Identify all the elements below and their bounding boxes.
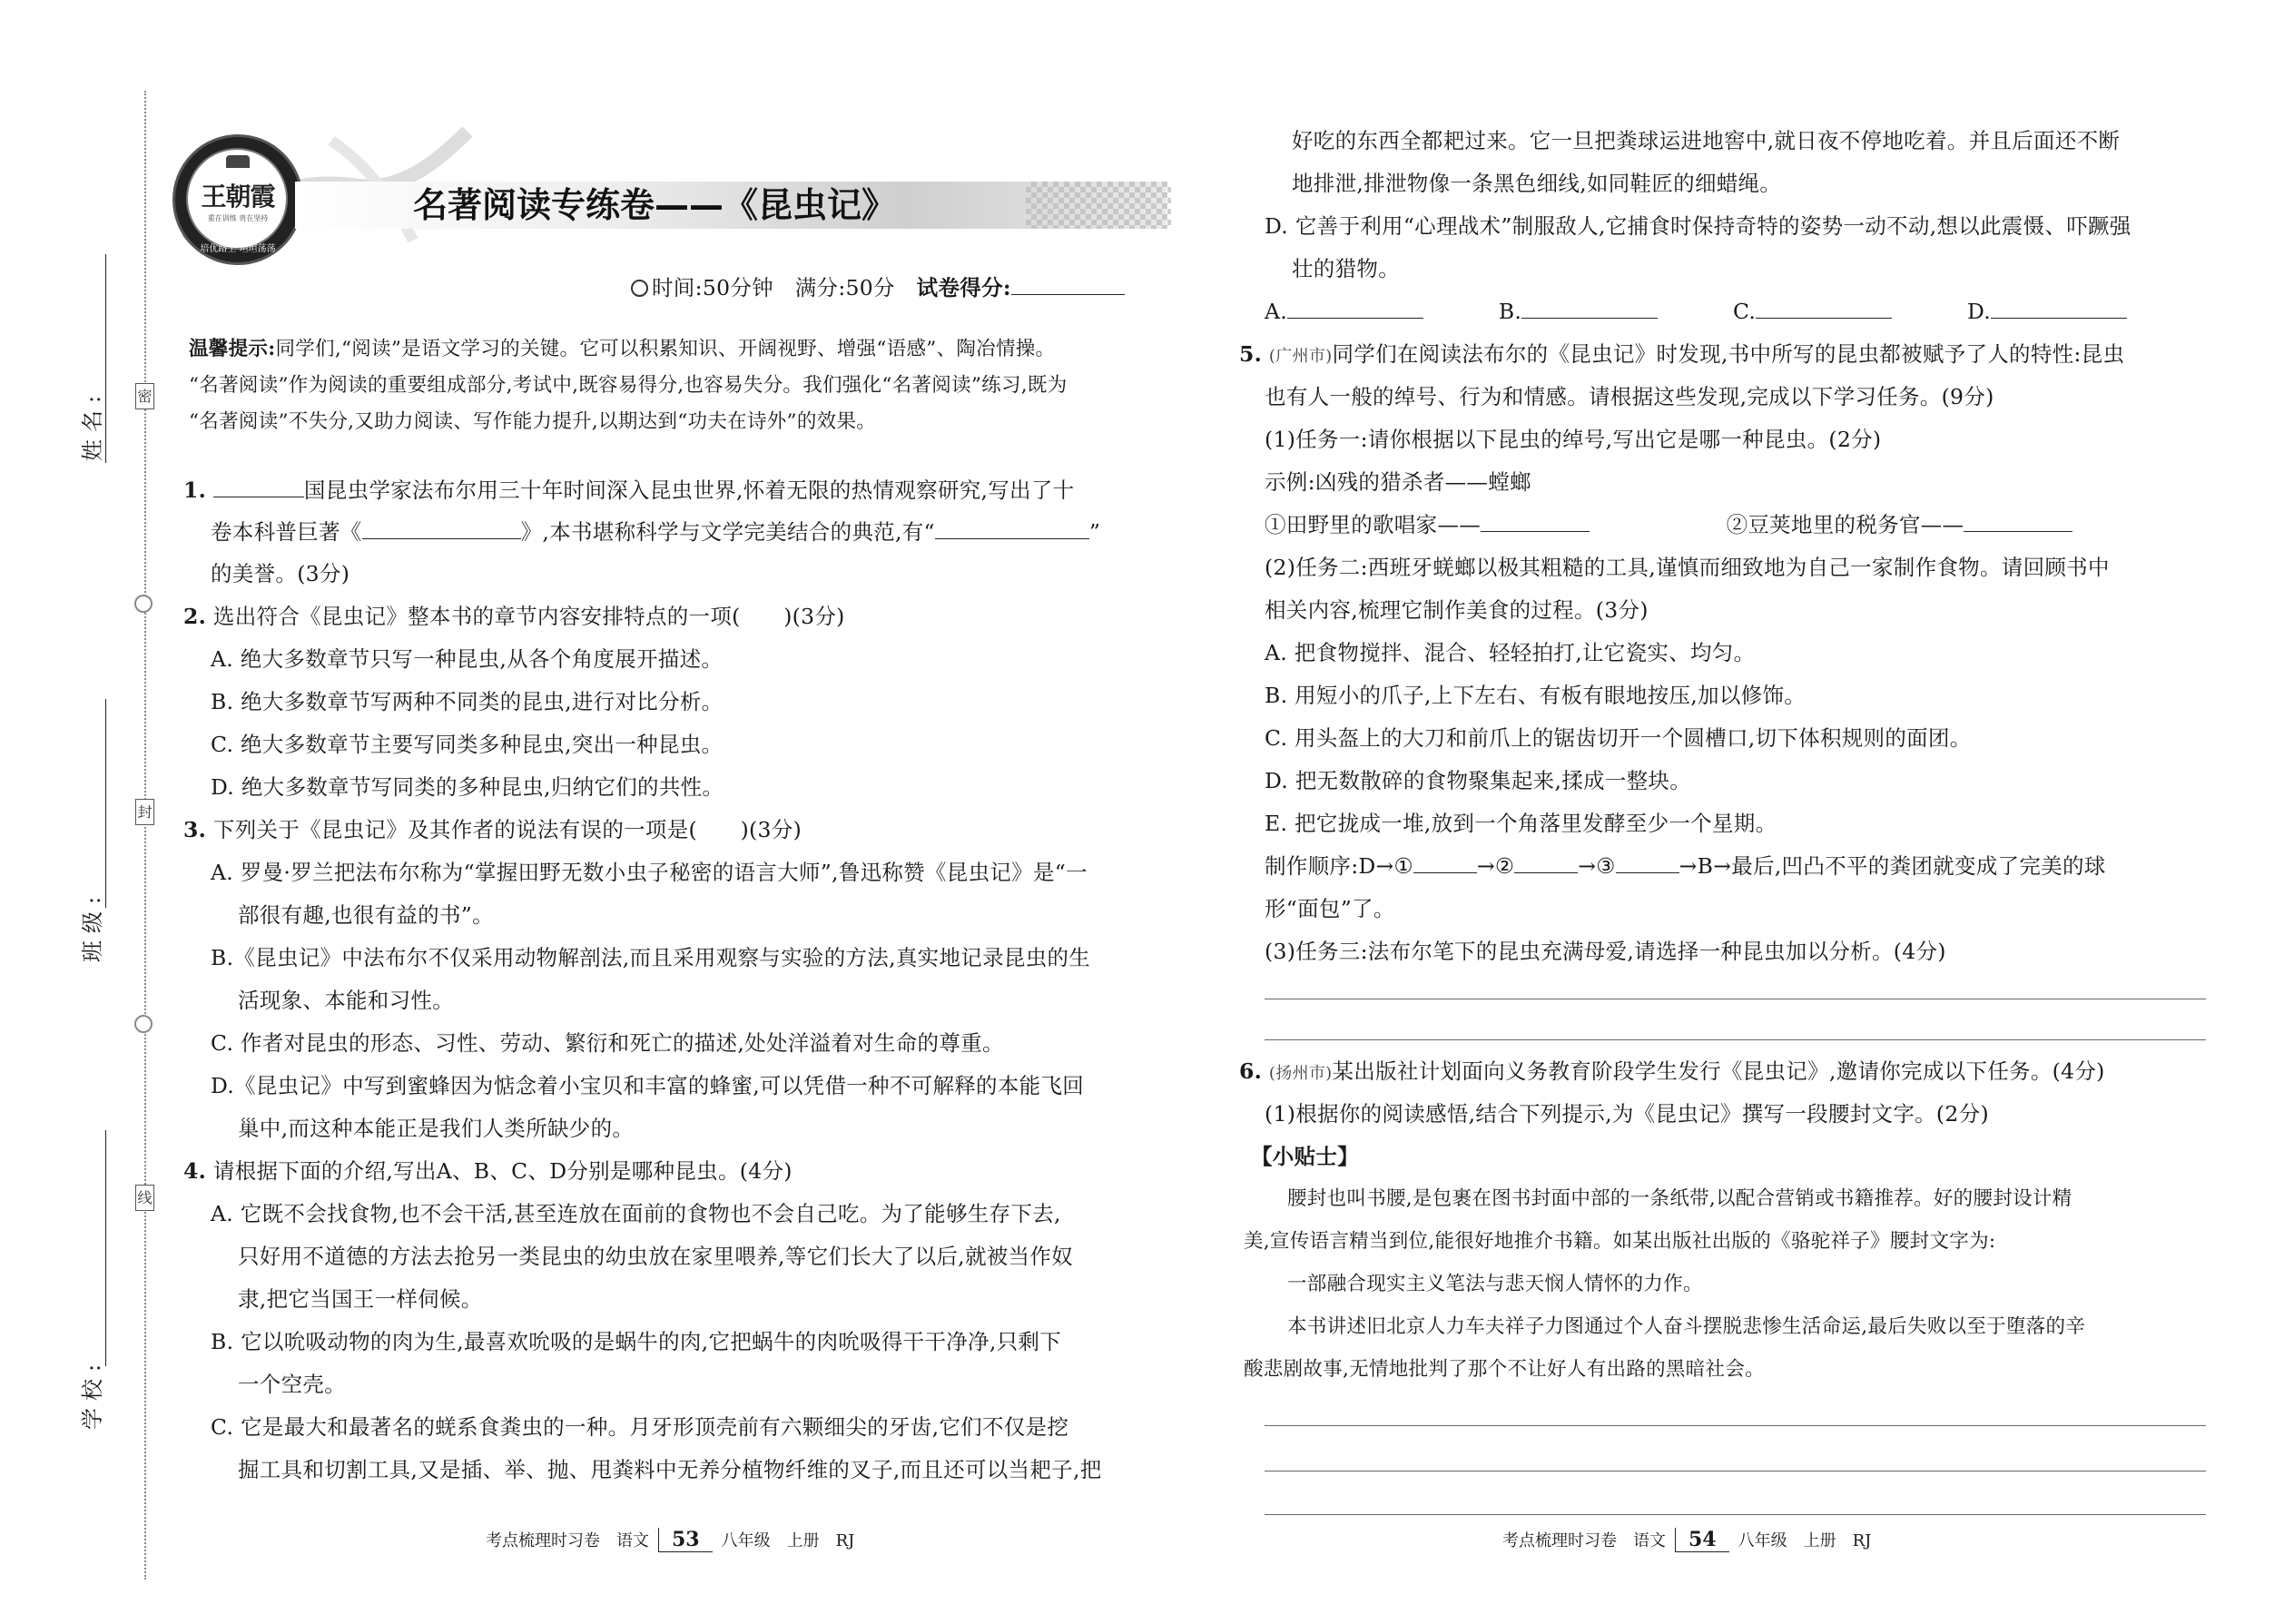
logo-slogan: 培优路上 坦坦荡荡	[200, 244, 276, 254]
q4-b2: 一个空壳。	[238, 1372, 346, 1397]
q3-option-d2: 巢中,而这种本能正是我们人类所缺少的。	[238, 1116, 635, 1141]
q4-answer-a[interactable]	[1287, 298, 1423, 319]
q1-line-2: 卷本科普巨著《 》,本书堪称科学与文学完美结合的典范,有“ ”	[211, 519, 1101, 545]
q4-c3: 好吃的东西全都耙过来。它一旦把粪球运进地窖中,就日夜不停地吃着。并且后面还不断	[1292, 128, 2121, 153]
q3-stem: 3. 下列关于《昆虫记》及其作者的说法有误的一项是( )(3分)	[183, 817, 802, 842]
q2-option-a: A. 绝大多数章节只写一种昆虫,从各个角度展开描述。	[211, 646, 724, 672]
q3-option-b2: 活现象、本能和习性。	[238, 988, 454, 1013]
q1-line-1: 1. 国昆虫学家法布尔用三十年时间深入昆虫世界,怀着无限的热情观察研究,写出了十	[183, 477, 1075, 503]
q4-answer-d[interactable]	[1991, 298, 2127, 319]
q4-a1: A. 它既不会找食物,也不会干活,甚至连放在面前的食物也不会自己吃。为了能够生存下去,	[211, 1201, 1061, 1226]
q4-b1: B. 它以吮吸动物的肉为生,最喜欢吮吸的是蜗牛的肉,它把蜗牛的肉吮吸得干干净净,只剩下	[211, 1329, 1062, 1354]
q6-answer-line-1[interactable]	[1265, 1425, 2206, 1426]
q5-order-end: 形“面包”了。	[1265, 896, 1395, 921]
q3-option-a1: A. 罗曼·罗兰把法布尔称为“掌握田野无数小虫子秘密的语言大师”,鲁迅称赞《昆虫记》是“一	[211, 860, 1088, 885]
spiral-ring-1	[134, 595, 153, 613]
q4-d2: 壮的猎物。	[1292, 256, 1400, 281]
q5-order: 制作顺序:D→① →② →③ →B→最后,凹凸不平的粪团就变成了完美的球	[1265, 853, 2106, 879]
q5-step-c: C. 用头盔上的大刀和前爪上的锯齿切开一个圆槽口,切下体积规则的面团。	[1265, 725, 1972, 751]
q5-order-blank-2[interactable]	[1514, 852, 1578, 873]
q5-example: 示例:凶残的猎杀者——螳螂	[1265, 469, 1531, 495]
class-label: 班级:	[80, 889, 105, 962]
q4-c1: C. 它是最大和最著名的蜣系食粪虫的一种。月牙形顶壳前有六颗细尖的牙齿,它们不仅是挖	[211, 1414, 1069, 1440]
tip-line-3: “名著阅读”不失分,又助力阅读、写作能力提升,以期达到“功夫在诗外”的效果。	[189, 410, 877, 433]
q5-task2-b: 相关内容,梳理它制作美食的过程。(3分)	[1265, 597, 1649, 623]
q5-answer-line-2[interactable]	[1265, 1039, 2206, 1040]
school-label: 学校:	[80, 1356, 105, 1430]
q6-tip-p1b: 美,宣传语言精当到位,能很好地推介书籍。如某出版社出版的《骆驼祥子》腰封文字为:	[1244, 1230, 1996, 1253]
q5-task3: (3)任务三:法布尔笔下的昆虫充满母爱,请选择一种昆虫加以分析。(4分)	[1265, 939, 1946, 964]
q1-blank-country[interactable]	[213, 477, 304, 497]
footer-right: 考点梳理时习卷 语文 54 八年级 上册 RJ	[1502, 1528, 1872, 1551]
q1-blank-book[interactable]	[362, 518, 521, 539]
q5-stem-1: 5. (广州市)同学们在阅读法布尔的《昆虫记》时发现,书中所写的昆虫都被赋予了人的特性:昆虫	[1239, 341, 2125, 367]
q4-answer-row: A. B. C. D.	[1265, 298, 2127, 325]
q6-tip-p2: 一部融合现实主义笔法与悲天悯人情怀的力作。	[1287, 1273, 1703, 1295]
q6-tip-title: 【小贴士】	[1251, 1144, 1359, 1169]
clock-icon	[631, 280, 648, 297]
name-label: 姓名:	[80, 388, 105, 461]
q4-answer-b[interactable]	[1521, 298, 1658, 319]
binding-dotted-line	[144, 91, 146, 1580]
q5-task2-a: (2)任务二:西班牙蜣螂以极其粗糙的工具,谨慎而细致地为自己一家制作食物。请回顾书中	[1265, 555, 2110, 580]
tip-line-1: 温馨提示:同学们,“阅读”是语文学习的关键。它可以积累知识、开阔视野、增强“语感”、陶冶情操。	[189, 338, 1056, 360]
score-field[interactable]	[1011, 274, 1125, 295]
logo-badge	[172, 134, 303, 265]
q6-tip-p3a: 本书讲述旧北京人力车夫祥子力图通过个人奋斗摆脱悲惨生活命运,最后失败以至于堕落的辛	[1287, 1315, 2086, 1338]
q2-option-d: D. 绝大多数章节写同类的多种昆虫,归纳它们的共性。	[211, 774, 724, 800]
q3-option-b1: B.《昆虫记》中法布尔不仅采用动物解剖法,而且采用观察与实验的方法,真实地记录昆虫的生	[211, 945, 1091, 970]
seal-mi: 密	[135, 383, 154, 409]
q3-option-a2: 部很有趣,也很有益的书”。	[238, 902, 494, 928]
tip-line-2: “名著阅读”作为阅读的重要组成部分,考试中,既容易得分,也容易失分。我们强化“名著阅读”练习,既为	[189, 374, 1068, 397]
q4-stem: 4. 请根据下面的介绍,写出A、B、C、D分别是哪种昆虫。(4分)	[183, 1158, 793, 1184]
logo-crown-icon	[226, 155, 250, 168]
q5-order-blank-3[interactable]	[1616, 852, 1679, 873]
title-checker-pattern	[1026, 182, 1171, 229]
q5-nicknames: ①田野里的歌唱家—— ②豆荚地里的税务官——	[1265, 511, 2072, 538]
q6-stem: 6. (扬州市)某出版社计划面向义务教育阶段学生发行《昆虫记》,邀请你完成以下任务。(4分)	[1239, 1058, 2105, 1084]
q5-task1: (1)任务一:请你根据以下昆虫的绰号,写出它是哪一种昆虫。(2分)	[1265, 427, 1882, 452]
q6-answer-line-3[interactable]	[1265, 1514, 2206, 1515]
q4-a3: 隶,把它当国王一样伺候。	[238, 1286, 483, 1312]
q6-tip-p3b: 酸悲剧故事,无情地批判了那个不让好人有出路的黑暗社会。	[1244, 1358, 1765, 1381]
logo-name: 王朝霞	[201, 182, 275, 212]
q5-step-d: D. 把无数散碎的食物聚集起来,揉成一整块。	[1265, 768, 1692, 793]
q5-blank-2[interactable]	[1964, 511, 2072, 532]
logo-motto: 重在训练 贵在坚持	[207, 214, 269, 222]
footer-left: 考点梳理时习卷 语文 53 八年级 上册 RJ	[486, 1528, 855, 1551]
q4-c4: 地排泄,排泄物像一条黑色细线,如同鞋匠的细蜡绳。	[1292, 171, 1782, 196]
q2-stem: 2. 选出符合《昆虫记》整本书的章节内容安排特点的一项( )(3分)	[183, 604, 845, 629]
q4-answer-c[interactable]	[1756, 298, 1892, 319]
class-field-line[interactable]	[105, 699, 106, 908]
q2-option-b: B. 绝大多数章节写两种不同类的昆虫,进行对比分析。	[211, 689, 724, 714]
q1-blank-title[interactable]	[935, 518, 1089, 539]
q5-step-e: E. 把它拢成一堆,放到一个角落里发酵至少一个星期。	[1265, 811, 1777, 836]
school-field-line[interactable]	[105, 1130, 106, 1366]
q3-option-d1: D.《昆虫记》中写到蜜蜂因为惦念着小宝贝和丰富的蜂蜜,可以凭借一种不可解释的本能飞回	[211, 1073, 1085, 1098]
page-number-left: 53	[658, 1528, 713, 1552]
exam-info: 时间:50分钟 满分:50分 试卷得分:	[631, 274, 1125, 301]
q5-step-b: B. 用短小的爪子,上下左右、有板有眼地按压,加以修饰。	[1265, 683, 1807, 708]
q5-step-a: A. 把食物搅拌、混合、轻轻拍打,让它瓷实、均匀。	[1265, 640, 1756, 665]
q5-blank-1[interactable]	[1481, 511, 1590, 532]
q6-tip-p1a: 腰封也叫书腰,是包裹在图书封面中部的一条纸带,以配合营销或书籍推荐。好的腰封设计精	[1287, 1187, 2072, 1210]
q6-task1: (1)根据你的阅读感悟,结合下列提示,为《昆虫记》撰写一段腰封文字。(2分)	[1265, 1101, 1989, 1127]
name-field-line[interactable]	[105, 254, 106, 463]
q5-order-blank-1[interactable]	[1413, 852, 1477, 873]
page-number-right: 54	[1675, 1528, 1729, 1552]
q4-a2: 只好用不道德的方法去抢另一类昆虫的幼虫放在家里喂养,等它们长大了以后,就被当作奴	[238, 1244, 1073, 1269]
q3-option-c: C. 作者对昆虫的形态、习性、劳动、繁衍和死亡的描述,处处洋溢着对生命的尊重。	[211, 1030, 1004, 1056]
page-title: 名著阅读专练卷——《昆虫记》	[413, 185, 897, 225]
seal-feng: 封	[135, 799, 154, 825]
seal-xian: 线	[135, 1185, 154, 1211]
q5-stem-2: 也有人一般的绰号、行为和情感。请根据这些发现,完成以下学习任务。(9分)	[1265, 384, 1994, 409]
q1-line-3: 的美誉。(3分)	[211, 561, 350, 586]
q2-option-c: C. 绝大多数章节主要写同类多种昆虫,突出一种昆虫。	[211, 732, 724, 757]
spiral-ring-2	[134, 1015, 153, 1033]
q4-d1: D. 它善于利用“心理战术”制服敌人,它捕食时保持奇特的姿势一动不动,想以此震慑、吓蹶强	[1265, 213, 2132, 239]
q4-c2: 掘工具和切割工具,又是插、举、抛、甩粪料中无养分植物纤维的叉子,而且还可以当耙子,把	[238, 1457, 1102, 1482]
